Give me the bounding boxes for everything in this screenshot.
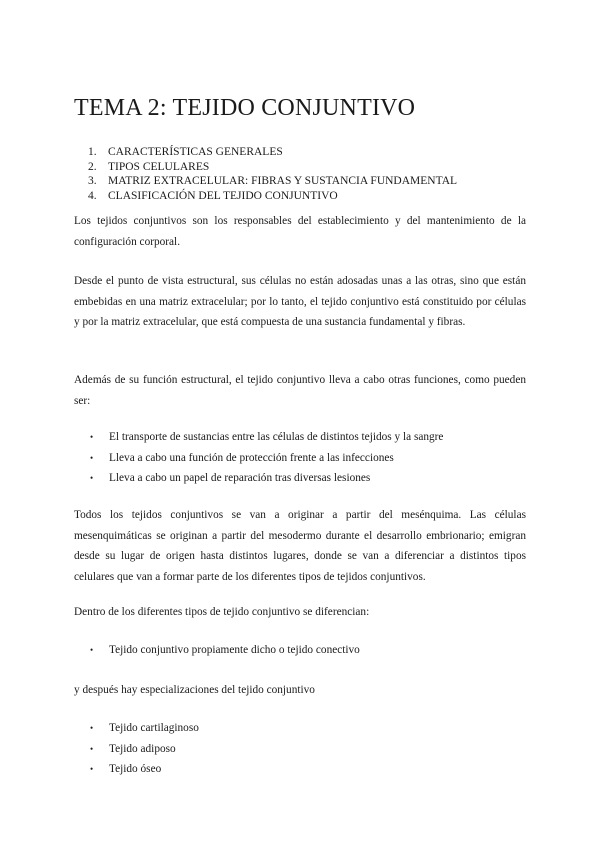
list-item-text: Tejido cartilaginoso: [109, 722, 199, 734]
page-title: TEMA 2: TEJIDO CONJUNTIVO: [74, 95, 416, 121]
bullet-icon: •: [90, 764, 94, 774]
list-item-text: El transporte de sustancias entre las células de distintos tejidos y la sangre: [109, 431, 444, 443]
list-item-text: Tejido óseo: [109, 763, 162, 775]
bullet-icon: •: [90, 432, 94, 442]
bullet-icon: •: [90, 473, 94, 483]
list-item: [90, 427, 443, 448]
toc-number: 4.: [88, 189, 97, 202]
toc-text: CARACTERÍSTICAS GENERALES: [108, 146, 283, 158]
bullet-icon: •: [90, 645, 94, 655]
functions-list: [90, 427, 443, 489]
paragraph-mesenquima: Todos los tejidos conjuntivos se van a originar a partir del mesénquima. Las células mesenquimáticas se originan a partir del mesodermo durante el desarrollo embrionario; emigran desde su lugar de origen hasta distintos lugares, donde se van a diferenciar a distintos tipos celulares que van a formar parte de los diferentes tipos de tejidos conjuntivos.: [74, 509, 526, 583]
table-of-contents: [88, 145, 457, 203]
paragraph-structure: Desde el punto de vista estructural, sus células no están adosadas unas a las otras, sino que están embebidas en una matriz extracelular; por lo tanto, el tejido conjuntivo está constituido por células y por la matriz extracelular, que está compuesta de una sustancia fundamental y fibras.: [74, 275, 526, 328]
types-list: [90, 640, 360, 661]
list-item: [90, 640, 360, 661]
list-item: [90, 468, 443, 489]
toc-text: TIPOS CELULARES: [108, 160, 210, 173]
toc-item: [88, 145, 457, 160]
list-item-text: Lleva a cabo una función de protección frente a las infecciones: [109, 451, 394, 464]
toc-text: CLASIFICACIÓN DEL TEJIDO CONJUNTIVO: [108, 189, 338, 202]
paragraph-types-intro: Dentro de los diferentes tipos de tejido conjuntivo se diferencian:: [74, 606, 370, 618]
list-item: [90, 759, 199, 780]
toc-number: 1.: [88, 146, 97, 158]
list-item-text: Lleva a cabo un papel de reparación tras diversas lesiones: [109, 472, 371, 484]
toc-number: 2.: [88, 160, 97, 173]
toc-item: [88, 189, 457, 204]
list-item: [90, 718, 199, 739]
toc-text: MATRIZ EXTRACELULAR: FIBRAS Y SUSTANCIA FUNDAMENTAL: [108, 175, 458, 187]
list-item-text: Tejido conjuntivo propiamente dicho o tejido conectivo: [109, 644, 360, 656]
bullet-icon: •: [90, 452, 94, 463]
paragraph-intro: Los tejidos conjuntivos son los responsables del establecimiento y del mantenimiento de la configuración corporal.: [74, 215, 526, 248]
bullet-icon: •: [90, 743, 94, 754]
paragraph-functions-intro: Además de su función estructural, el tejido conjuntivo lleva a cabo otras funciones, como pueden ser:: [74, 374, 526, 407]
paragraph-specializations-intro: y después hay especializaciones del tejido conjuntivo: [74, 684, 315, 696]
list-item: [90, 448, 443, 469]
specializations-list: [90, 718, 199, 780]
bullet-icon: •: [90, 723, 94, 733]
toc-number: 3.: [88, 175, 97, 187]
list-item: [90, 739, 199, 760]
toc-item: [88, 174, 457, 189]
toc-item: [88, 160, 457, 175]
list-item-text: Tejido adiposo: [109, 742, 176, 755]
